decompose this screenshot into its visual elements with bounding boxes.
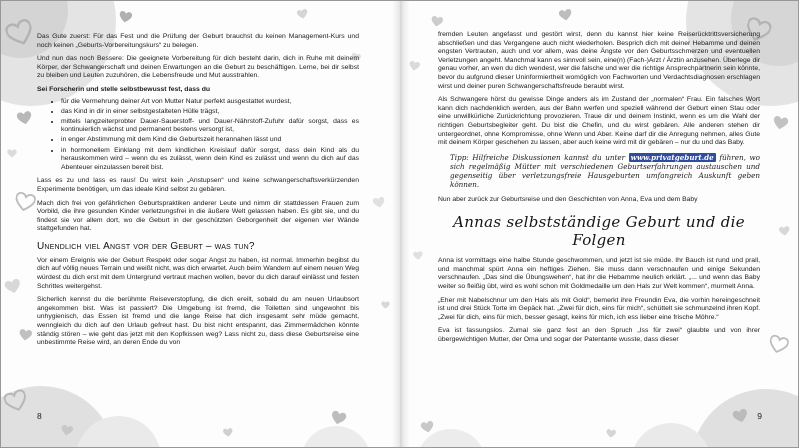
page-number: 8 (37, 411, 42, 421)
heart-icon (408, 60, 421, 72)
heart-icon (222, 427, 233, 437)
heart-icon (3, 277, 22, 296)
heart-icon (558, 8, 573, 22)
section-heading: Unendlich viel Angst vor der Geburt – was tun? (37, 240, 255, 252)
paragraph: Mach dich frei von gefährlichen Geburtspraktiken anderer Leute und nimm dir stattdessen Frauen zum Vorbild, die ihre gesunden Kinder verletzungsfrei in die äußere Welt gelassen haben. Es gibt sie, und du findest sie vor allem dort, wo die Geburt in der geschützten Geborgenheit der eigenen vier Wände stattgefunden hat. (37, 199, 359, 233)
paragraph: Lass es zu und lass es raus! Du wirst kein „Anstupsen“ und keine schwangerschaftsverkürzenden Experimente benötigen, um das ideale Kind selbst zu gebären. (37, 177, 359, 193)
heart-icon (13, 191, 36, 213)
heart-icon (420, 420, 435, 434)
section-lead: Sei Forscherin und stelle selbstbewusst fest, dass du (37, 85, 210, 93)
heart-icon (430, 15, 444, 28)
heart-icon (18, 328, 33, 342)
heart-icon (772, 115, 790, 132)
heart-icon (413, 251, 424, 261)
right-page-text (438, 31, 760, 349)
decor-circle (631, 423, 711, 447)
tip-paragraph (450, 153, 760, 190)
paragraph: „Eher mit Nabelschnur um den Hals als mit Gold“, bemerkt ihre Freundin Eva, die vorhin hereingeschneit ist und drei Stück Torte im Gepäck hat. „Zwei für dich, eins für mich“, schüttelt sie schmunzelnd ihren Kopf. „Zwei für dich, eins für mich, besser gesagt, keins für mich, ich ess lieber eine frische Möhre.“ (438, 296, 760, 321)
page-right (401, 1, 799, 447)
paragraph: Sicherlich kennst du die berühmte Reiseverstopfung, die dich ereilt, sobald du am neuen Urlaubsort angekommen bist. Was ist passiert? Die Umgebung ist fremd, die Toiletten sind ungewohnt bis unhygienisch, das Essen ist fremd und die lange Reise hat dich insgesamt sehr müde gemacht, wenngleich du dich auf den Urlaub gefreut hast. Du bist nicht entspannt, das Zimmermädchen könnte ständig stören – wie geht das jetzt mit den Kopfkissen weg? Lass nicht zu, dass diese Geburtsreise eine unbestimmte Reise wird, an deren Ende du von (37, 296, 359, 347)
tip-text-before: Tipp: Hilfreiche Diskussionen kannst du unter (450, 152, 629, 162)
heart-icon (605, 428, 616, 438)
paragraph: Und nun das noch Bessere: Die geeignete Vorbereitung für dich besteht darin, dich in Ruhe mit deinem Körper, der Schwangerschaft und deinen Erwartungen an die Geburt zu beschäftigen. Lerne, bei dir selbst zu bleiben und Leuten zuzuhören, die Lebensfreude und Mut ausstrahlen. (37, 55, 359, 80)
paragraph: Anna ist vormittags eine halbe Stunde geschwommen, und jetzt ist sie müde. Ihr Bauch ist rund und prall, und manchmal spürt Anna ein heftiges Ziehen. Sie muss dann verschnaufen und einige Sekunden verschnaufen. „Das sind die Übungswehen“, hat ihr die Hebamme neulich erklärt. „... und wenn das Baby weiter so fleißig übt, wird es wohl schon mit Goldmedaille um den Hals zur Welt kommen“, murmelt Anna. (438, 257, 760, 290)
heart-icon (381, 301, 390, 309)
heart-icon (778, 225, 790, 236)
page-number: 9 (757, 411, 762, 421)
page-left (1, 1, 400, 447)
heart-icon (16, 110, 33, 126)
bullet-item: • in hormonellem Einklang mit dem kindlichen Kreislauf dafür sorgst, dass dein Kind als du herauskommen wird – wenn du es zulässt, wenn dein Kind es zulässt und wenn du dich auf das Abenteuer einzulassen bereit bist. (61, 147, 359, 173)
paragraph: Vor einem Ereignis wie der Geburt Respekt oder sogar Angst zu haben, ist normal. Immerhin begibst du dich auf völlig neues Terrain und weißt nicht, was dich erwartet. Auch beim Wandern auf einem neuen Weg würdest du dich erst mit dem Untergrund vertraut machen wollen, bevor du dich darauf einlässt und festen Schrittes weitergehst. (37, 256, 359, 290)
tip-text-after: führen, wo sich regelmäßig Mütter mit verschiedenen Geburtserfahrungen austauschen und gegenseitig über verletzungsfreie Hausgeburten umfangreich Auskunft geben können. (450, 152, 760, 190)
bullet-item: • in enger Abstimmung mit dem Kind die Geburtszeit herannahen lässt und (61, 136, 359, 145)
paragraph: Nun aber zurück zur Geburtsreise und den Geschichten von Anna, Eva und dem Baby (438, 195, 698, 203)
decor-circle (301, 426, 371, 447)
heart-icon (7, 149, 17, 158)
bullet-item: • mittels langzeiterprobter Dauer-Sauerstoff- und Dauer-Nährstoff-Zufuhr dafür sorgst, dass es kontinuierlich wächst und permanent bestens versorgt ist, (61, 118, 359, 135)
heart-icon (118, 10, 133, 24)
heart-icon (372, 196, 386, 209)
bullet-item: • das Kind in dir in einer selbstgestalteten Hülle trägst, (61, 108, 359, 117)
paragraph: fremden Leuten angefasst und gestört wirst, denn du kannst hier keine Reiserücktrittsversicherung abschließen und das Vergangene auch nicht wiederholen. Besprich dich mit deiner Hebamme und deinen engsten Vertrauten, auch und vor allem, was deine Ängste vor den Geburtsschmerzen und eventuellen Verletzungen angeht. Manchmal kann es sinnvoll sein, eine(n) (Fach-)Arzt / Ärztin anzusehen. Überlege dir genau vorher, an wen du dich wendest, wer die falsche und wer die richtige Ansprechpartnerin sein könnte, bevor du aufgrund dieser Uninformiertheit womöglich von Fachworten und Verdachtsdiagnosen erschlagen wirst und deiner puren Schwangerschaftsfreude beraubt wirst. (438, 31, 760, 90)
paragraph: Eva ist fassungslos. Zumal sie ganz fest an den Spruch „Iss für zwei“ glaubte und von ihrer übergewichtigen Mutter, der Oma und sogar der Patentante wusste, dass dieser (438, 327, 760, 343)
heart-icon (296, 8, 309, 20)
bullet-list (37, 98, 359, 173)
bullet-item: • für die Vermehrung deiner Art von Mutter Natur perfekt ausgestattet wurdest, (61, 98, 359, 107)
left-page-text (37, 33, 359, 353)
heart-icon (330, 409, 348, 426)
chapter-heading: Annas selbstständige Geburt und die Folgen (453, 213, 745, 250)
link-privatgeburt[interactable]: www.privatgeburt.de (630, 152, 714, 162)
heart-icon (60, 424, 74, 437)
paragraph: Das Gute zuerst: Für das Fest und die Prüfung der Geburt brauchst du keinen Management-Kurs und noch keinen „Geburts-Vorbereitungskurs“ zu belegen. (37, 33, 359, 49)
heart-icon (767, 334, 790, 355)
paragraph: Als Schwangere hörst du gewisse Dinge anders als im Zustand der „normalen“ Frau. Ein falsches Wort kann dich nachdenklich werden, aus der Bahn werfen und speziell während der Geburt einen Stau oder eine unwillkürliche Zurückrichtung provozieren. Traue dir und deinem Instinkt, wenn es um die Wahl der richtigen Geburtsbegleiter geht. Du bist die Chefin, und du wirst gebären. Alle anderen stehen dir untergeordnet, ohne Kompromisse, ohne Wenn und Aber. Keine darf dir die Anregung nehmen, alles Gute mit deinem Körper geschehen zu lassen, aber auch keine wird mit dir gebären – nur du und das Baby. (438, 96, 760, 147)
